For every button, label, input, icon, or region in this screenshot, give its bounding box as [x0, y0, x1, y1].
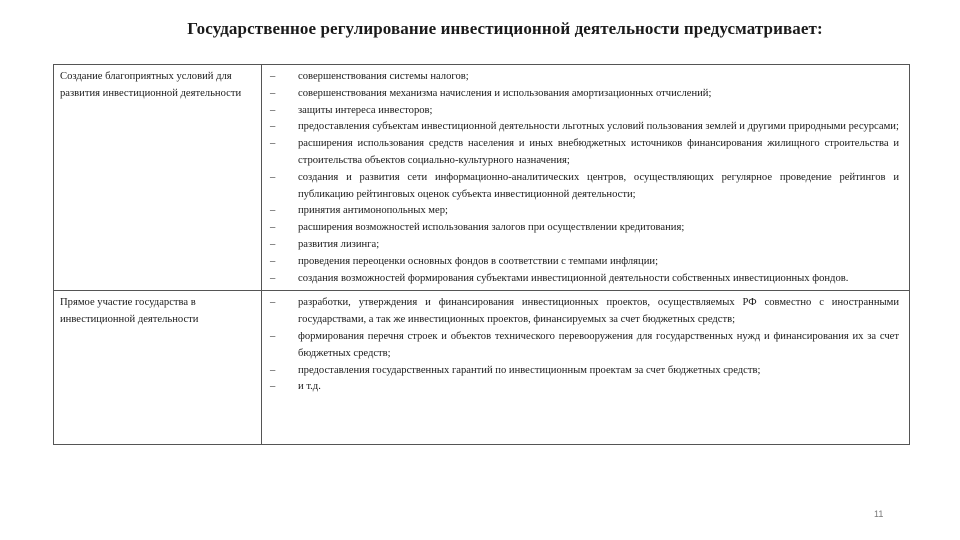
list-item	[270, 271, 899, 288]
dash-bullet: –	[270, 255, 276, 267]
regulation-table	[53, 64, 910, 445]
list-item-text: принятия антимонопольных мер;	[298, 205, 448, 217]
list-item	[270, 254, 899, 271]
dash-bullet: –	[270, 104, 276, 116]
table-row	[54, 291, 910, 445]
dash-bullet: –	[270, 87, 276, 99]
page-number: 11	[874, 509, 884, 519]
category-cell: Создание благоприятных условий для развития инвестиционной деятельности	[54, 65, 262, 291]
list-item-text: защиты интереса инвесторов;	[298, 104, 433, 116]
list-item	[270, 203, 899, 220]
items-cell	[262, 291, 910, 445]
list-item-text: совершенствования системы налогов;	[298, 71, 469, 82]
dash-bullet: –	[270, 121, 276, 133]
list-item-text: совершенствования механизма начисления и использования амортизационных отчислений;	[298, 87, 712, 99]
list-item-text: проведения переоценки основных фондов в соответствии с темпами инфляции;	[298, 255, 659, 267]
list-item-text: формирования перечня строек и объектов технического перевооружения для государственных нужд и финансирования их за счет бюджетных средств;	[298, 330, 899, 359]
items-cell	[262, 65, 910, 291]
list-item	[270, 220, 899, 237]
dash-bullet: –	[270, 138, 276, 150]
list-item	[270, 379, 899, 396]
list-item	[270, 69, 899, 86]
dash-bullet: –	[270, 381, 276, 393]
list-item	[270, 103, 899, 120]
list-item	[270, 86, 899, 103]
list-item-text: предоставления субъектам инвестиционной деятельности льготных условий пользования землей и другими природными ресурсами;	[298, 121, 899, 133]
list-item-text: и т.д.	[298, 381, 321, 393]
list-item	[270, 363, 899, 380]
list-item	[270, 329, 899, 363]
list-item	[270, 119, 899, 136]
dash-bullet: –	[270, 364, 276, 376]
list-item-text: создания и развития сети информационно-аналитических центров, осуществляющих регулярное проведение рейтингов и публикацию рейтинговых оценок субъекта инвестиционной деятельности;	[298, 171, 899, 200]
list-item	[270, 136, 899, 170]
list-item-text: расширения использования средств населения и иных внебюджетных источников финансирования жилищного строительства и строительства объектов социально-культурного назначения;	[298, 138, 899, 166]
list-item-text: создания возможностей формирования субъектами инвестиционной деятельности собственных инвестиционных фондов.	[298, 272, 849, 284]
dash-bullet: –	[270, 238, 276, 250]
list-item-text: предоставления государственных гарантий по инвестиционным проектам за счет бюджетных средств;	[298, 364, 761, 376]
dash-bullet: –	[270, 272, 276, 284]
dash-bullet: –	[270, 71, 276, 82]
list-item-text: разработки, утверждения и финансирования инвестиционных проектов, осуществляемых РФ совместно с иностранными государствами, а так же инвестиционных проектов, финансируемых за счет бюджетных средств;	[298, 297, 899, 326]
list-item	[270, 237, 899, 254]
dash-bullet: –	[270, 297, 276, 309]
category-cell: Прямое участие государства в инвестиционной деятельности	[54, 291, 262, 445]
list-item-text: развития лизинга;	[298, 238, 380, 250]
dash-bullet: –	[270, 171, 276, 183]
table-row	[54, 65, 910, 291]
list-item-text: расширения возможностей использования залогов при осуществлении кредитования;	[298, 222, 685, 234]
slide-title: Государственное регулирование инвестиционной деятельности предусматривает:	[187, 19, 823, 38]
dash-bullet: –	[270, 330, 276, 342]
list-item	[270, 170, 899, 204]
dash-bullet: –	[270, 222, 276, 234]
dash-bullet: –	[270, 205, 276, 217]
list-item	[270, 295, 899, 329]
